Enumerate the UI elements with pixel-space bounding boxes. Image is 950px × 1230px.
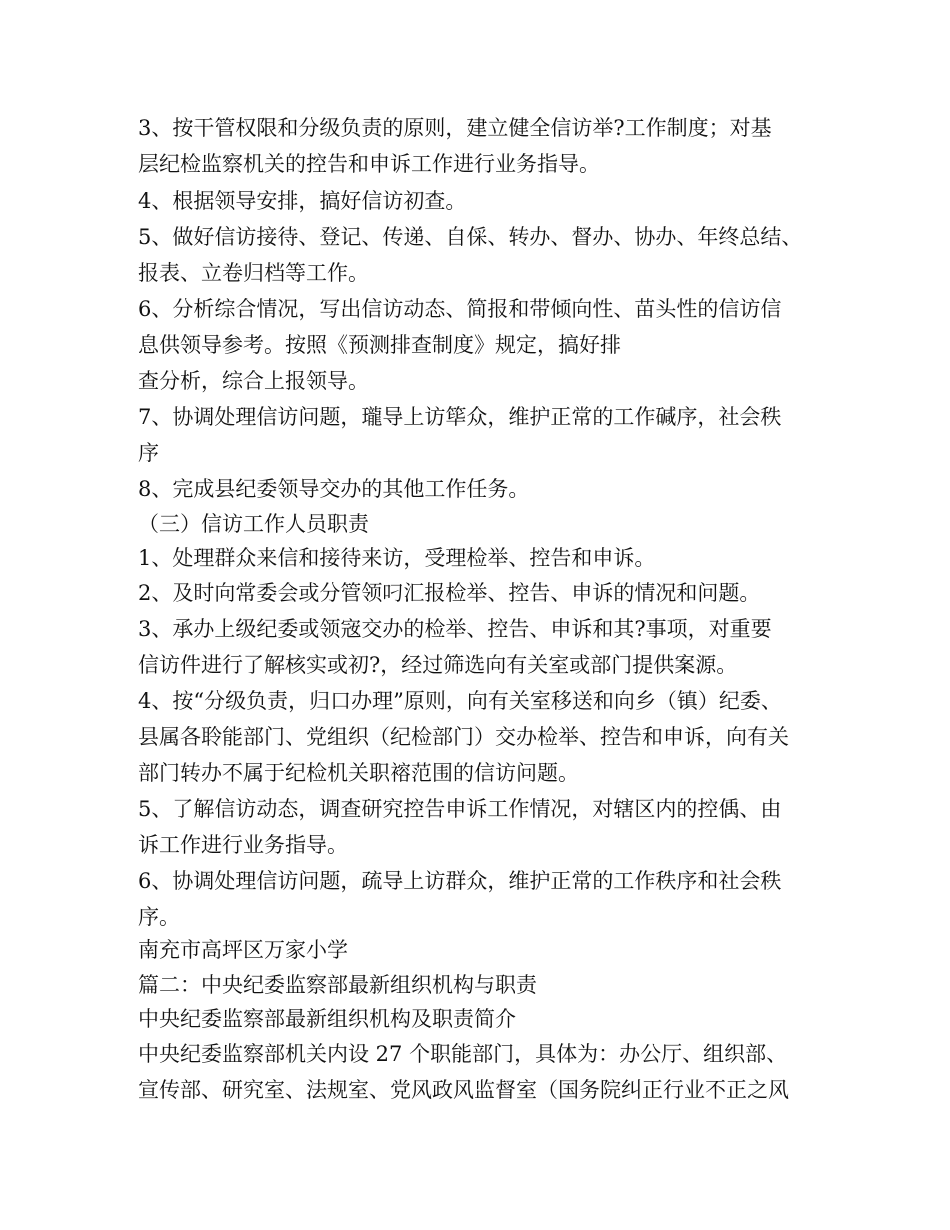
text-line: 层纪检监察机关的控告和申诉工作进行业务指导。 <box>138 152 600 176</box>
chapter-title: 篇二：中央纪委监察部最新组织机构与职责 <box>138 973 537 997</box>
text-line: 4、按“分级负责，归口办理”原则，向有关室移送和向乡（镇）纪委、 <box>138 689 782 713</box>
text-line: 县属各聆能部门、党组织（纪检部门）交办检举、控告和申诉，向有关 <box>138 725 789 749</box>
text-line: 1、处理群众来信和接待来访，受理检举、控告和申诉。 <box>138 546 656 570</box>
text-line: 查分析，综合上报领导。 <box>138 369 369 393</box>
text-line: 6、协调处理信访问题，疏导上访群众，维护正常的工作秩序和社会秩 <box>138 869 782 893</box>
school-name: 南充市高坪区万家小学 <box>138 938 348 962</box>
text-line: 3、承办上级纪委或领宼交办的检举、控告、申诉和其?事项，对重要 <box>138 617 772 641</box>
text-line: 息供领导参考。按照《预测排查制度》规定，搞好排 <box>138 333 621 357</box>
text-line: 5、做好信访接待、登记、传递、自倸、转办、督办、协办、年终总结、 <box>138 225 803 249</box>
section-heading: （三）信访工作人员职责 <box>138 512 369 536</box>
text-line: 序。 <box>138 905 180 929</box>
text-line: 诉工作进行业务指导。 <box>138 833 348 857</box>
text-line: 信访件进行了解核实或初?，经过筛选向有关室或部门提供案源。 <box>138 653 738 677</box>
text-line: 2、及时向常委会或分管领叼汇报检举、控告、申诉的情况和问题。 <box>138 581 761 605</box>
text-line: 序 <box>138 441 159 465</box>
text-line: 5、了解信访动态，调查研究控告申诉工作情况，对辖区内的控偊、由 <box>138 797 782 821</box>
text-line: 报表、立卷归档等工作。 <box>138 261 369 285</box>
text-line: 中央纪委监察部机关内设 27 个职能部门，具体为：办公厅、组织部、 <box>138 1042 788 1066</box>
text-line: 3、按干管权限和分级负责的原则，建立健全信访举?工作制度；对基 <box>138 116 772 140</box>
text-line: 7、协调处理信访问题，瓏导上访筚众，维护正常的工作碱序，社会秩 <box>138 405 782 429</box>
text-line: 4、根据领导安排，搞好信访初查。 <box>138 189 467 213</box>
text-line: 宣传部、研究室、法规室、党风政风监督室（国务院纠正行业不正之风 <box>138 1078 789 1102</box>
text-line: 8、完成县纪委领导交办的其他工作任务。 <box>138 477 530 501</box>
text-line: 部门转办不属于纪检机关职褣范围的信访问题。 <box>138 761 579 785</box>
text-line: 6、分析综合情况，写出信访动态、简报和带倾向性、苗头性的信访信 <box>138 297 782 321</box>
subtitle: 中央纪委监察部最新组织机构及职责简介 <box>138 1007 516 1031</box>
